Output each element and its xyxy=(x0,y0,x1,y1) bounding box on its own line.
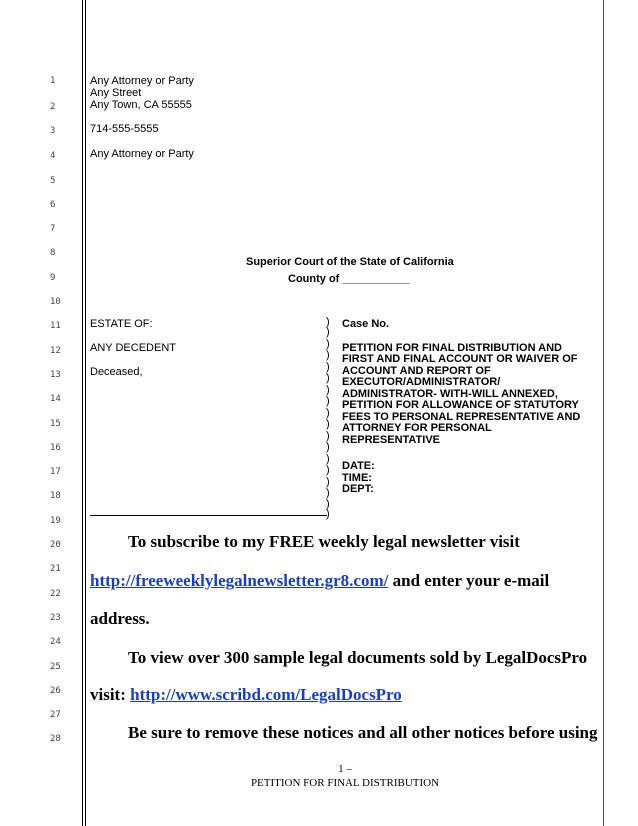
pleading-title-line: ACCOUNT AND REPORT OF xyxy=(342,365,491,377)
paren: ) xyxy=(326,498,330,510)
paren: ) xyxy=(326,441,330,453)
paren: ) xyxy=(326,407,330,419)
pleading-title-line: PETITION FOR FINAL DISTRIBUTION AND xyxy=(342,342,562,354)
left-margin-rule-inner xyxy=(85,0,86,826)
newsletter-link[interactable]: http://freeweeklylegalnewsletter.gr8.com/ xyxy=(90,571,389,590)
pleading-title-line: PETITION FOR ALLOWANCE OF STATUTORY xyxy=(342,399,579,411)
hearing-time-label: TIME: xyxy=(342,472,372,484)
notice-line xyxy=(90,685,402,705)
line-number: 3 xyxy=(50,126,56,136)
line-number: 22 xyxy=(50,589,61,599)
notice-text: and enter your e-mail xyxy=(388,571,550,590)
pleading-title-line: ADMINISTRATOR- WITH-WILL ANNEXED, xyxy=(342,388,558,400)
notice-paragraph-1: To subscribe to my FREE weekly legal newsletter visit xyxy=(128,532,520,551)
footer-title: PETITION FOR FINAL DISTRIBUTION xyxy=(250,777,440,789)
line-number: 16 xyxy=(50,443,61,453)
paren: ) xyxy=(326,349,330,361)
pleading-title-line: ATTORNEY FOR PERSONAL xyxy=(342,422,492,434)
notice-line-end: address. xyxy=(90,609,150,628)
deceased-label: Deceased, xyxy=(90,366,143,378)
case-number-label: Case No. xyxy=(342,318,390,330)
attorney-city: Any Town, CA 55555 xyxy=(90,99,192,111)
pleading-title-line: FIRST AND FINAL ACCOUNT OR WAIVER OF xyxy=(342,353,578,365)
paren: ) xyxy=(326,508,330,520)
decedent-name: ANY DECEDENT xyxy=(90,342,176,354)
line-number: 28 xyxy=(50,734,61,744)
line-number: 21 xyxy=(50,564,61,574)
line-number: 23 xyxy=(50,613,61,623)
line-number: 8 xyxy=(50,248,56,258)
line-number: 24 xyxy=(50,637,61,647)
caption-underline xyxy=(90,515,327,516)
paren: ) xyxy=(326,361,330,373)
line-number: 27 xyxy=(50,710,61,720)
line-number: 6 xyxy=(50,200,56,210)
line-number: 17 xyxy=(50,467,61,477)
line-number: 2 xyxy=(50,102,56,112)
paren: ) xyxy=(326,384,330,396)
attorney-phone: 714-555-5555 xyxy=(90,123,159,135)
paren: ) xyxy=(326,476,330,488)
court-county: County of ___________ xyxy=(288,273,410,285)
line-number: 26 xyxy=(50,686,61,696)
line-number: 10 xyxy=(50,297,61,307)
court-name: Superior Court of the State of California xyxy=(246,256,454,268)
paren: ) xyxy=(326,338,330,350)
estate-of-label: ESTATE OF: xyxy=(90,318,153,330)
attorney-role: Any Attorney or Party xyxy=(90,148,194,160)
right-margin-rule xyxy=(603,0,604,826)
paren: ) xyxy=(326,430,330,442)
paren: ) xyxy=(326,464,330,476)
pleading-title-line: FEES TO PERSONAL REPRESENTATIVE AND xyxy=(342,411,581,423)
line-number: 7 xyxy=(50,224,56,234)
line-number: 4 xyxy=(50,151,56,161)
line-number: 20 xyxy=(50,540,61,550)
pleading-title-line: EXECUTOR/ADMINISTRATOR/ xyxy=(342,376,501,388)
notice-paragraph-3: Be sure to remove these notices and all other notices before using xyxy=(128,723,598,742)
line-number: 12 xyxy=(50,346,61,356)
paren: ) xyxy=(326,418,330,430)
page-number: 1 – xyxy=(338,763,352,775)
visit-label: visit: xyxy=(90,685,131,704)
left-margin-rule xyxy=(82,0,83,826)
line-number: 18 xyxy=(50,491,61,501)
line-number: 14 xyxy=(50,394,61,404)
attorney-name: Any Attorney or Party xyxy=(90,75,194,87)
hearing-date-label: DATE: xyxy=(342,460,375,472)
paren: ) xyxy=(326,326,330,338)
paren: ) xyxy=(326,316,330,328)
line-number: 11 xyxy=(50,321,61,331)
line-number: 9 xyxy=(50,273,56,283)
scribd-link[interactable]: http://www.scribd.com/LegalDocsPro xyxy=(130,685,402,704)
line-number: 25 xyxy=(50,662,61,672)
paren: ) xyxy=(326,372,330,384)
notice-paragraph-2: To view over 300 sample legal documents sold by LegalDocsPro xyxy=(128,648,588,667)
line-number: 13 xyxy=(50,370,61,380)
line-number: 5 xyxy=(50,176,56,186)
paren: ) xyxy=(326,453,330,465)
line-number: 19 xyxy=(50,516,61,526)
line-number: 15 xyxy=(50,419,61,429)
line-number: 1 xyxy=(50,76,56,86)
paren: ) xyxy=(326,395,330,407)
notice-line xyxy=(90,571,549,591)
hearing-dept-label: DEPT: xyxy=(342,483,374,495)
attorney-street: Any Street xyxy=(90,87,142,99)
pleading-title-line: REPRESENTATIVE xyxy=(342,434,440,446)
paren: ) xyxy=(326,487,330,499)
